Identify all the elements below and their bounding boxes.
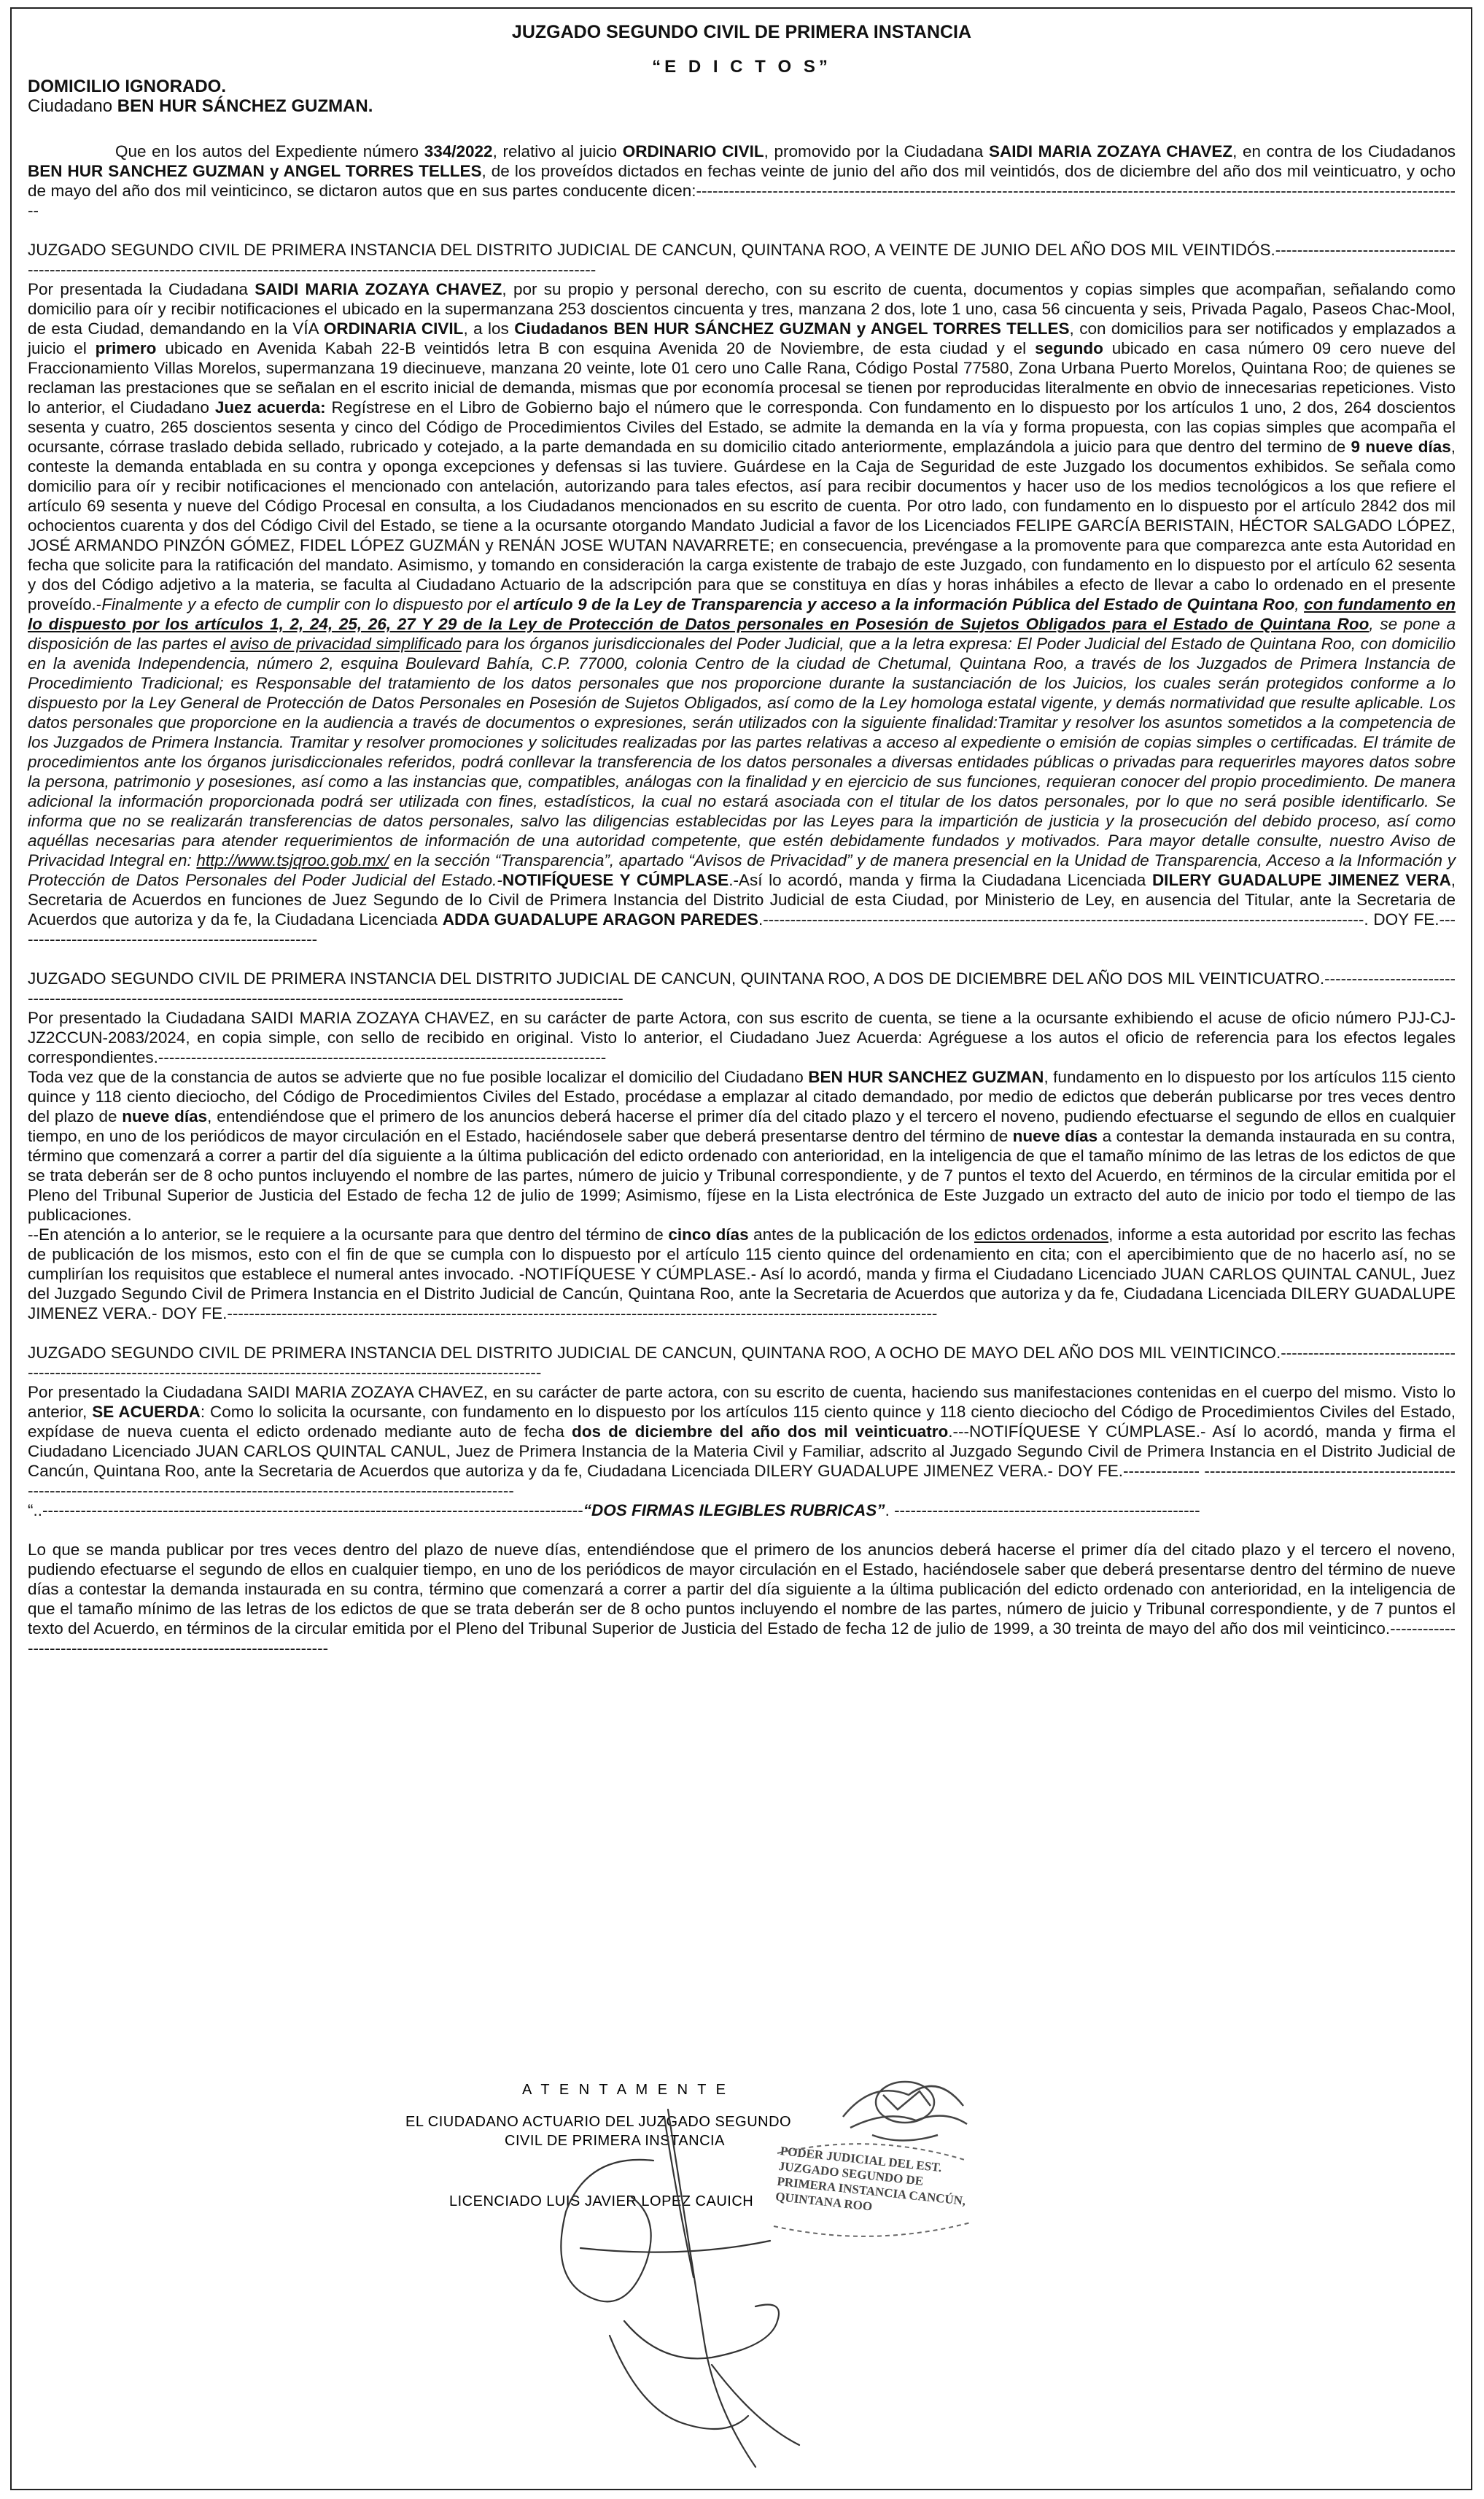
aviso-privacidad-link: aviso de privacidad simplificado (230, 635, 462, 653)
auto3-text: : Como lo solicita la ocursante, con fundamento en lo dispuesto por los artículos 115 ciento quince y 118 ciento dieciocho del Código de Procedimientos Civiles del Estado, expídase de nueva cuenta el edicto ordenado mediante auto de fecha (28, 1403, 1456, 1441)
firmas-dashes: . -------------------------------------------------------- (885, 1501, 1200, 1519)
intro-text: Que en los autos del Expediente número (115, 142, 424, 160)
ciudadano-line (28, 96, 1456, 116)
auto1-italic: , se pone a disposición de las partes el (28, 615, 1456, 653)
firmas-dashes: “..--------------------------------------------------------------------------------------------------- (28, 1501, 583, 1519)
cargo-line-2: CIVIL DE PRIMERA INSTANCIA (505, 2133, 725, 2149)
auto1-bold: primero (95, 339, 157, 357)
edictos-heading: “E D I C T O S” (652, 57, 831, 77)
auto2-bold: BEN HUR SANCHEZ GUZMAN (808, 1068, 1044, 1086)
auto1-bold: segundo (1035, 339, 1103, 357)
auto2-heading: JUZGADO SEGUNDO CIVIL DE PRIMERA INSTANCIA DEL DISTRITO JUDICIAL DE CANCUN, QUINTANA ROO, A DOS DE DICIEMBRE DEL AÑO DOS MIL VEINTICUATRO.------------------------------------------------------------------------------------------------------------------------------------- (28, 969, 1456, 1007)
auto1-bold: NOTIFÍQUESE Y CÚMPLASE (502, 871, 729, 889)
closing-paragraph: Lo que se manda publicar por tres veces dentro del plazo de nueve días, entendiéndose que el primero de los anuncios deberá hacerse el primer día del citado plazo y el tercero el noveno, pudiendo efectuarse el segundo de ellos en cualquier tiempo, en uno de los periódicos de mayor circulación en el Estado, haciéndosele saber que deberá presentarse dentro del término de nueve días a contestar la demanda instaurada en su contra, término que comenzará a correr a partir del día siguiente a la última publicación del edicto ordenado con anterioridad, en la inteligencia de que el tamaño mínimo de las letras de los edictos de que se trata deberán ser de 8 ocho puntos incluyendo el nombre de las partes, número de juicio y Tribunal correspondiente, y de 7 puntos el texto del Acuerdo, en términos de la circular emitida por el Pleno del Tribunal Superior de Justicia del Estado de fecha 12 de julio de 1999, a 30 treinta de mayo del año dos mil veinticinco.------------------------------------------------------------------- (28, 1541, 1456, 1657)
auto2-bold: cinco días (668, 1225, 749, 1244)
auto1-text: , a los (463, 319, 515, 338)
auto1-heading: JUZGADO SEGUNDO CIVIL DE PRIMERA INSTANCIA DEL DISTRITO JUDICIAL DE CANCUN, QUINTANA ROO, A VEINTE DE JUNIO DEL AÑO DOS MIL VEINTIDÓS.----------------------------------------------------------------------------------------------------------------------------------------- (28, 241, 1456, 279)
atentamente-label: A T E N T A M E N T E (522, 2082, 729, 2098)
auto1-text: , conteste la demanda entablada en su contra y oponga excepciones y defensas si las tuviere. Guárdese en la Caja de Seguridad de este Juzgado los documentos exhibidos. Se señala como domicilio para oír y recibir notificaciones el mencionado con antelación, autorizando para tales efectos, así para recibir documentos y hacer uso de los medios tecnológicos a los que refiere el artículo 69 sesenta y nueve del Código Procesal en consulta, a los Ciudadanos mencionados en su escrito de cuenta. Por otro lado, con fundamento en lo dispuesto por el artículo 2842 dos mil ochocientos cuarenta y dos del Código Civil del Estado, se tiene a la ocursante otorgando Mandato Judicial a favor de los Licenciados FELIPE GARCÍA BERISTAIN, HÉCTOR SALGADO LÓPEZ, JOSÉ ARMANDO PINZÓN GÓMEZ, FIDEL LÓPEZ GUZMÁN y RENÁN JOSE WUTAN NAVARRETE; en consecuencia, prevéngase a la promovente para que comparezca ante esta Autoridad en fecha que solicite para la ratificación del mandato. Asimismo, y tomando en consideración la carga existente de trabajo de este Juzgado, con fundamento en lo dispuesto por el artículo 62 sesenta y dos del Código adjetivo a la materia, se faculta al Ciudadano Actuario de la adscripción para que se constituya en días y horas inhábiles a efecto de llevar a cabo lo ordenado en el presente proveído.- (28, 438, 1456, 613)
domicilio-line: DOMICILIO IGNORADO. (28, 77, 226, 96)
court-title: JUZGADO SEGUNDO CIVIL DE PRIMERA INSTANCIA (511, 22, 972, 42)
demandados-names: BEN HUR SANCHEZ GUZMAN y ANGEL TORRES TELLES (28, 162, 482, 180)
auto1-body (28, 279, 1456, 949)
actuario-name: LICENCIADO LUIS JAVIER LOPEZ CAUICH (449, 2193, 754, 2209)
firmas-line (28, 1500, 1456, 1520)
intro-text: , de los proveídos dictados en fechas veinte de junio del año dos mil veintidós, dos de diciembre del año dos mil veinticuatro, y ocho de mayo del año dos mil veinticinco, se dictaron autos que en sus partes conducente dicen:--------------------------------------------------------------------------------------------------------------------------------------------- (28, 162, 1456, 220)
auto3-bold: SE ACUERDA (92, 1403, 201, 1421)
official-stamp: PODER JUDICIAL DEL EST. JUZGADO SEGUNDO DE PRIMERA INSTANCIA CANCÚN, QUINTANA ROO (774, 2144, 967, 2214)
auto3-text: .---NOTIFÍQUESE Y CÚMPLASE.- Así lo acordó, manda y firma el Ciudadano Licenciado JUAN CARLOS QUINTAL CANUL, Juez de Primera Instancia de la Materia Civil y Familiar, adscrito al Juzgado Segundo Civil de Primera Instancia en el Distrito Judicial de Cancún, Quintana Roo, ante la Secretaria de Acuerdos que autoriza y da fe, Ciudadana Licenciada DILERY GUADALUPE JIMENEZ VERA.- DOY FE.-------------- --------------------------------------------------------------------------------------------------------------------------------------- (28, 1422, 1456, 1500)
juicio-type: ORDINARIO CIVIL (622, 142, 764, 160)
auto2-text: --En atención a lo anterior, se le requiere a la ocursante para que dentro del término de (28, 1225, 669, 1244)
actora-name: SAIDI MARIA ZOZAYA CHAVEZ (988, 142, 1233, 160)
auto1-text: Regístrese en el Libro de Gobierno bajo el número que le corresponda. Con fundamento en lo dispuesto por los artículos 1 uno, 2 dos, 264 doscientos sesenta y cuatro, 265 doscientos sesenta y cinco del Código de Procedimientos Civiles del Estado, se admite la demanda en la vía y forma propuesta, con las copias simples que acompaña el ocursante, córrase traslado debida sellado, rubricado y cotejado, a la parte demandada en su domicilio citado anteriormente, emplazándola a juicio para que dentro del termino de (28, 398, 1456, 456)
auto2-bold: nueve días (122, 1107, 208, 1125)
expediente-number: 334/2022 (424, 142, 493, 160)
auto3-text: Por presentado la Ciudadana SAIDI MARIA ZOZAYA CHAVEZ, en su carácter de parte actora, con su escrito de cuenta, haciendo sus manifestaciones contenidas en el cuerpo del mismo. Visto lo anterior, (28, 1383, 1456, 1421)
edict-page (10, 7, 1472, 2490)
auto1-bold: ORDINARIA CIVIL (323, 319, 464, 338)
spacer (28, 116, 1456, 136)
auto1-bold: DILERY GUADALUPE JIMENEZ VERA (1151, 871, 1451, 889)
auto1-italic: Finalmente y a efecto de cumplir con lo dispuesto por el (101, 595, 514, 613)
auto1-text: ubicado en casa número 09 cero nueve del Fraccionamiento Villas Morelos, supermanzana 19 diecinueve, manzana 20 veinte, lote 01 cero uno Calle Rana, Código Postal 77580, Zona Urbana Puerto Morelos, Quintana Roo; de quienes se reclaman las prestaciones que se señalan en el escrito inicial de demanda, mismas que por economía procesal se tienen por reproducidas literalmente en obvio de innecesarias repeticiones. Visto lo anterior, el Ciudadano (28, 339, 1456, 417)
handwritten-signature-icon (537, 2102, 872, 2474)
auto3-heading: JUZGADO SEGUNDO CIVIL DE PRIMERA INSTANCIA DEL DISTRITO JUDICIAL DE CANCUN, QUINTANA ROO, A OCHO DE MAYO DEL AÑO DOS MIL VEINTICINCO.------------------------------------------------------------------------------------------------------------------------------ (28, 1344, 1456, 1382)
auto1-text: , Secretaria de Acuerdos en funciones de Juez Segundo de lo Civil de Primera Instancia del Distrito Judicial de esta Ciudad, por Ministerio de Ley, en ausencia del Titular, ante la Secretaria de Acuerdos que autoriza y da fe, la Ciudadana Licenciada (28, 871, 1456, 929)
auto1-bold: SAIDI MARIA ZOZAYA CHAVEZ (255, 280, 502, 298)
auto2-text: , fundamento en lo dispuesto por los artículos 115 ciento quince y 118 ciento dieciocho, del Código de Procedimientos Civiles del Estado, procédase a emplazar al citado demandado, por medio de edictos que deberán publicarse por tres veces dentro del plazo de (28, 1068, 1456, 1125)
spacer (28, 949, 1456, 969)
auto1-text: .-Así lo acordó, manda y firma la Ciudadana Licenciada (729, 871, 1152, 889)
auto3-bold: dos de diciembre del año dos mil veinticuatro (572, 1422, 949, 1441)
auto1-bold: Ciudadanos BEN HUR SÁNCHEZ GUZMAN y ANGEL TORRES TELLES (514, 319, 1070, 338)
auto2-text: a contestar la demanda instaurada en su contra, término que comenzará a correr a partir del día siguiente a la última publicación del edicto ordenado con anterioridad, en la inteligencia de que el tamaño mínimo de las letras de los edictos de que se trata deberán ser de 8 ocho puntos incluyendo el nombre de las partes, número de juicio y Tribunal correspondiente, y de 7 puntos el texto del Acuerdo, en términos de la circular emitida por el Pleno del Tribunal Superior de Justicia del Estado de fecha 12 de julio de 1999; Asimismo, fíjese en la Lista electrónica de Este Juzgado un extracto del auto de inicio por todo el tiempo de las publicaciones. (28, 1127, 1456, 1224)
auto1-text: .--------------------------------------------------------------------------------------------------------------. DOY FE.-------------------------------------------------------- (28, 910, 1456, 948)
intro-text: , promovido por la Ciudadana (764, 142, 989, 160)
tsjqroo-url[interactable]: http://www.tsjqroo.gob.mx/ (196, 851, 389, 869)
auto2-body-2 (28, 1067, 1456, 1225)
auto1-text: , por su propio y personal derecho, con su escrito de cuenta, documentos y copias simples que acompañan, señalando como domicilio para oír y recibir notificaciones el ubicado en la supermanzana 253 doscientos cincuenta y tres, manzana 2 dos, lote 1 uno, casa 56 cincuenta y seis, Privada Pagalo, Paseos Chac-Mool, de esta Ciudad, demandando en la VÍA (28, 280, 1456, 338)
cargo-line-1: EL CIUDADANO ACTUARIO DEL JUZGADO SEGUNDO (405, 2114, 792, 2130)
auto1-text: ubicado en Avenida Kabah 22-B veintidós letra B con esquina Avenida 20 de Noviembre, de esta ciudad y el (156, 339, 1036, 357)
auto2-text: , informe a esta autoridad por escrito las fechas de publicación de los mismos, esto con el fin de que se cumpla con lo dispuesto por el artículo 115 ciento quince del ordenamiento en cita; con el apercibimiento que de no hacerlo así, no se cumplirían los requisitos que establece el numeral antes invocado. -NOTIFÍQUESE Y CÚMPLASE.- Así lo acordó, manda y firma el Ciudadano Licenciado JUAN CARLOS QUINTAL CANUL, Juez del Juzgado Segundo Civil de Primera Instancia en el Distrito Judicial de Cancún, Quintana Roo, ante la Secretaria de Acuerdos que autoriza y da fe, Ciudadana Licenciada DILERY GUADALUPE JIMENEZ VERA.- DOY FE.---------------------------------------------------------------------------------------------------------------------------------- (28, 1225, 1456, 1322)
auto1-italic: , (1294, 595, 1305, 613)
auto1-bold: ADDA GUADALUPE ARAGON PAREDES (442, 910, 758, 929)
auto1-bold-italic: artículo 9 de la Ley de Transparencia y acceso a la información Pública del Estado de Quintana Roo (513, 595, 1295, 613)
intro-text: , en contra de los Ciudadanos (1232, 142, 1456, 160)
auto1-bold: 9 nueve días (1351, 438, 1451, 456)
auto1-text: Por presentada la Ciudadana (28, 280, 255, 298)
spacer (28, 1520, 1456, 1540)
auto1-text: , con domicilios para ser notificados y emplazados a juicio el (28, 319, 1456, 357)
auto2-bold: nueve días (1012, 1127, 1098, 1145)
auto1-bold: Juez acuerda: (214, 398, 326, 417)
auto1-italic: en la sección “Transparencia”, apartado “Avisos de Privacidad” y de manera presencial en la Unidad de Transparencia, Acceso a la Información y Protección de Datos Personales del Poder Judicial del Estado.- (28, 851, 1456, 889)
auto2-text: antes de la publicación de los (748, 1225, 974, 1244)
auto1-bold-italic-underline: con fundamento en lo dispuesto por los artículos 1, 2, 24, 25, 26, 27 Y 29 de la Ley de Protección de Datos personales en Posesión de Sujetos Obligados para el Estado de Quintana Roo (28, 595, 1456, 633)
ciudadano-name: BEN HUR SÁNCHEZ GUZMAN. (117, 96, 373, 116)
edict-content (28, 22, 1456, 1658)
auto1-italic: para los órganos jurisdiccionales del Poder Judicial, que a la letra expresa: El Poder Judicial del Estado de Quintana Roo, con domicilio en la avenida Independencia, número 2, esquina Boulevard Bahía, C.P. 77000, colonia Centro de la ciudad de Chetumal, Quintana Roo, a través de los Juzgados de Primera Instancia de Procedimiento Tradicional; es Responsable del tratamiento de los datos personales que nos proporcione durante la sustanciación de los Juicios, los cuales serán protegidos conforme a lo dispuesto por la Ley General de Protección de Datos Personales en Posesión de Sujetos Obligados, así como de la Ley homologa estatal vigente, y demás normatividad que resulte aplicable. Los datos personales que proporcione en la audiencia a través de documentos o expresiones, serán utilizados con la siguiente finalidad:Tramitar y resolver los asuntos sometidos a la competencia de los Juzgados de Primera Instancia. Tramitar y resolver promociones y solicitudes realizadas por las partes relativas a acceso al expediente o emisión de copias simples o certificadas. El trámite de procedimientos ante los órganos jurisdiccionales referidos, podrá conllevar la transferencia de los datos personales a diversas entidades públicas o privadas para requerirles mayores datos sobre la persona, patrimonio y posesiones, así como a las instancias que, compatibles, análogas con la finalidad y en ejercicio de sus funciones, requieran conocer del propio procedimiento. De manera adicional la información proporcionada podrá ser utilizada con fines, estadísticos, la cual no estará asociada con el titular de los datos personales, por lo que no será posible identificarlo. Se informa que no se realizarán transferencias de datos personales, salvo las diligencias establecidas por las Leyes para la impartición de justicia y la prosecución del debido proceso, así como aquéllas necesarias para atender requerimientos de información de una autoridad competente, que estén debidamente fundados y motivados. Para mayor detalle consulte, nuestro Aviso de Privacidad Integral en: (28, 635, 1456, 869)
auto2-body-1: Por presentado la Ciudadana SAIDI MARIA ZOZAYA CHAVEZ, en su carácter de parte Actora, con sus escrito de cuenta, se tiene a la ocursante exhibiendo el acuse de oficio número PJJ-CJ-JZ2CCUN-2083/2024, en copia simple, con sello de recibido en original. Visto lo anterior, el Ciudadano Juez Acuerda: Agréguese a los autos el oficio de referencia para los efectos legales correspondientes.---------------------------------------------------------------------------------- (28, 1009, 1456, 1066)
signature-block (12, 2066, 1440, 2474)
intro-paragraph (28, 142, 1456, 220)
auto2-text: , entendiéndose que el primero de los anuncios deberá hacerse el primer día del citado plazo y el tercero el noveno, pudiendo efectuarse el segundo de ellos en cualquier tiempo, en uno de los periódicos de mayor circulación en el Estado, haciéndosele saber que deberá presentarse dentro del término de (28, 1107, 1456, 1145)
auto2-text: Toda vez que de la constancia de autos se advierte que no fue posible localizar el domicilio del Ciudadano (28, 1068, 809, 1086)
auto2-underline: edictos ordenados (974, 1225, 1109, 1244)
ciudadano-prefix: Ciudadano (28, 96, 117, 116)
firmas-ilegibles: “DOS FIRMAS ILEGIBLES RUBRICAS” (583, 1501, 885, 1519)
spacer (28, 1323, 1456, 1343)
intro-text: , relativo al juicio (492, 142, 623, 160)
spacer (28, 220, 1456, 240)
auto3-body (28, 1382, 1456, 1500)
auto2-body-3 (28, 1225, 1456, 1323)
